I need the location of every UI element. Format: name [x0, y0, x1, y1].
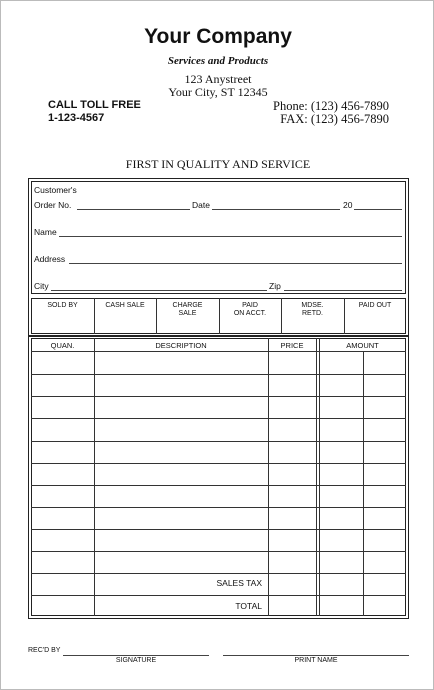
status-line2: RETD. — [302, 310, 323, 317]
status-line1: CHARGE — [172, 302, 203, 309]
table-row-line — [31, 551, 406, 552]
status-line2: SALE — [178, 310, 197, 317]
table-row-line — [31, 507, 406, 508]
status-line2: ON ACCT. — [233, 310, 267, 317]
table-row-line — [31, 351, 406, 352]
paid-out-box[interactable] — [344, 302, 406, 310]
table-col-line — [319, 338, 320, 616]
slogan: FIRST IN QUALITY AND SERVICE — [125, 157, 311, 171]
table-col-line — [94, 338, 95, 616]
zip-field[interactable] — [284, 290, 402, 291]
status-line1: SOLD BY — [47, 302, 78, 309]
table-col-line — [363, 351, 364, 616]
city-label: City — [34, 281, 49, 291]
col-header-quan: QUAN. — [50, 341, 75, 350]
items-table — [31, 338, 406, 616]
status-line1: PAID — [242, 302, 258, 309]
date-field[interactable] — [212, 209, 340, 210]
year-field[interactable] — [354, 209, 402, 210]
cash-sale-box[interactable] — [94, 302, 156, 310]
company-tagline: Services and Products — [167, 55, 269, 67]
col-header-description: DESCRIPTION — [155, 341, 207, 350]
table-col-line — [268, 338, 269, 616]
company-city: Your City, ST 12345 — [168, 85, 268, 99]
date-label: Date — [192, 200, 210, 210]
table-row-line — [31, 573, 406, 574]
total-label: TOTAL — [235, 601, 262, 611]
col-header-amount: AMOUNT — [346, 341, 379, 350]
table-row-line — [31, 396, 406, 397]
signature-line[interactable] — [63, 655, 209, 656]
toll-free-number: 1-123-4567 — [48, 112, 105, 124]
status-line1: MDSE. — [301, 302, 324, 309]
name-field[interactable] — [59, 236, 402, 237]
mdse-retd-box[interactable] — [281, 302, 344, 318]
table-row-line — [31, 418, 406, 419]
sold-by-box[interactable] — [31, 302, 94, 310]
table-row-line — [31, 463, 406, 464]
sales-tax-label: SALES TAX — [216, 578, 262, 588]
signature-label: SIGNATURE — [115, 657, 157, 664]
status-line1: PAID OUT — [358, 302, 392, 309]
print-name-line[interactable] — [223, 655, 409, 656]
fax-number: FAX: (123) 456-7890 — [280, 112, 389, 126]
table-row-line — [31, 441, 406, 442]
table-col-line — [316, 338, 317, 616]
table-row-line — [31, 595, 406, 596]
name-label: Name — [34, 227, 57, 237]
city-field[interactable] — [51, 290, 267, 291]
recd-by-label: REC'D BY — [28, 647, 61, 654]
zip-label: Zip — [269, 281, 281, 291]
table-row-line — [31, 529, 406, 530]
charge-sale-box[interactable] — [156, 302, 219, 318]
col-header-price: PRICE — [280, 341, 304, 350]
year-prefix: 20 — [343, 200, 353, 210]
company-name: Your Company — [144, 25, 292, 48]
customer-fields-box — [31, 181, 406, 294]
toll-free-label: CALL TOLL FREE — [48, 99, 141, 111]
phone-number: Phone: (123) 456-7890 — [273, 99, 389, 113]
order-no-label: Order No. — [34, 200, 72, 210]
company-street: 123 Anystreet — [184, 72, 252, 86]
table-row-line — [31, 485, 406, 486]
address-field[interactable] — [69, 263, 402, 264]
address-label: Address — [34, 254, 66, 264]
status-line1: CASH SALE — [105, 302, 145, 309]
print-name-label: PRINT NAME — [294, 657, 338, 664]
table-row-line — [31, 374, 406, 375]
order-no-field[interactable] — [77, 209, 190, 210]
customers-label: Customer's — [34, 185, 77, 195]
paid-on-acct-box[interactable] — [219, 302, 281, 318]
